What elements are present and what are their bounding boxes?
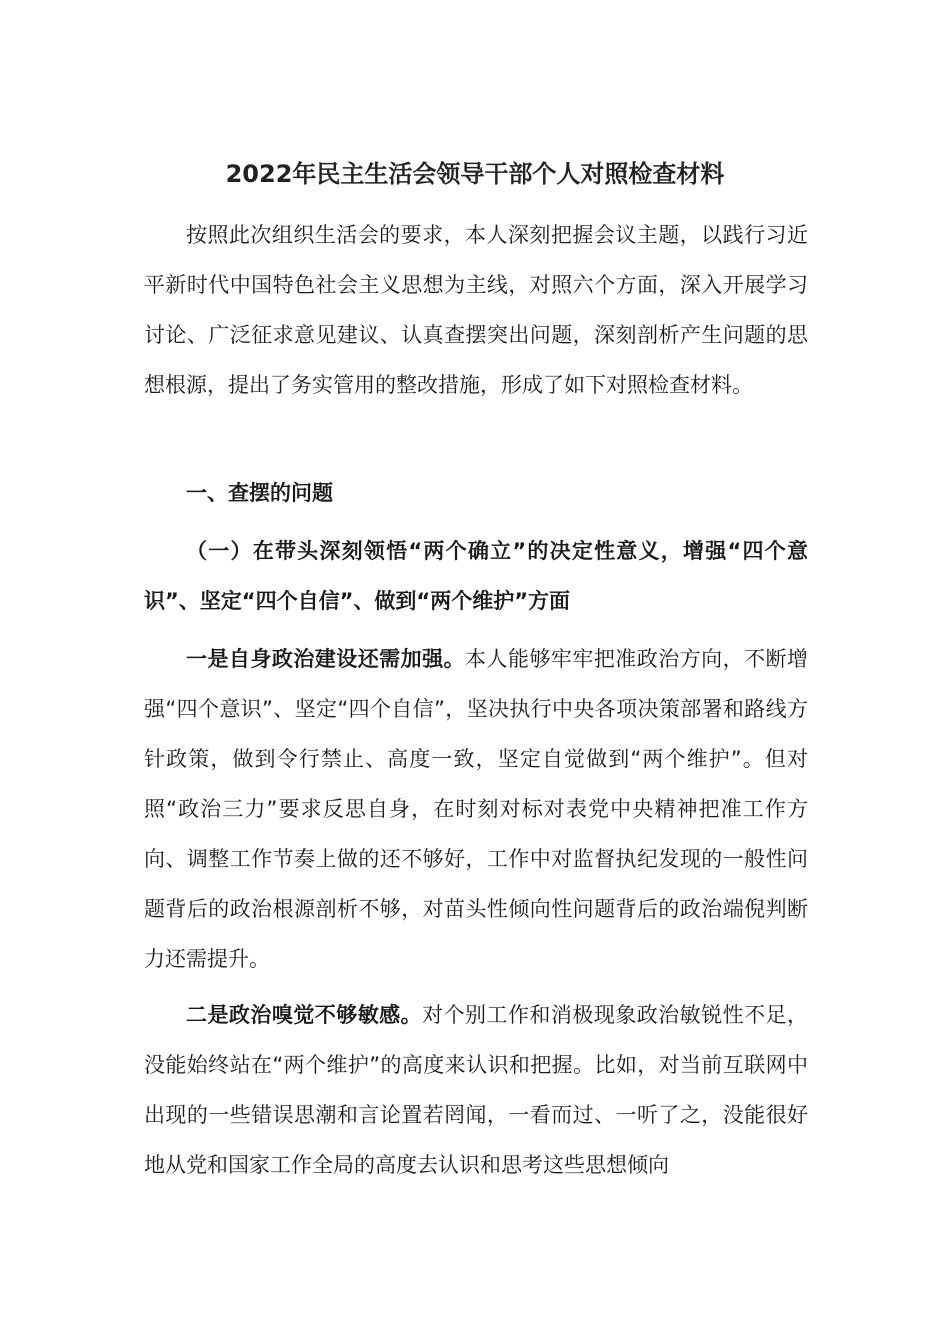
document-title: 2022年民主生活会领导干部个人对照检查材料 [225, 160, 725, 188]
paragraph-political-sensitivity [144, 990, 808, 1190]
intro-paragraph: 按照此次组织生活会的要求，本人深刻把握会议主题，以践行习近平新时代中国特色社会主义思想为主线，对照六个方面，深入开展学习讨论、广泛征求意见建议、认真查摆突出问题，深刻剖析产生问题的思想根源，提出了务实管用的整改措施，形成了如下对照检查材料。 [144, 223, 808, 397]
subsection-heading: （一）在带头深刻领悟“两个确立”的决定性意义，增强“四个意识”、坚定“四个自信”、做到“两个维护”方面 [144, 539, 808, 613]
paragraph-body: 本人能够牢牢把准政治方向，不断增强“四个意识”、坚定“四个自信”，坚决执行中央各项决策部署和路线方针政策，做到令行禁止、高度一致，坚定自觉做到“两个维护”。但对照“政治三力”要求反思自身，在时刻对标对表党中央精神把准工作方向、调整工作节奏上做的还不够好，工作中对监督执纪发现的一般性问题背后的政治根源剖析不够，对苗头性倾向性问题背后的政治端倪判断力还需提升。 [144, 647, 809, 971]
paragraph-political-construction [144, 634, 808, 984]
paragraph-lead: 一是自身政治建设还需加强。 [186, 647, 466, 671]
paragraph-body: 对个别工作和消极现象政治敏锐性不足，没能始终站在“两个维护”的高度来认识和把握。比如，对当前互联网中出现的一些错误思潮和言论置若罔闻，一看而过、一听了之，没能很好地从党和国家工作全局的高度去认识和思考这些思想倾向 [144, 1003, 809, 1177]
paragraph-lead: 二是政治嗅觉不够敏感。 [186, 1003, 423, 1027]
section-heading: 一、查摆的问题 [186, 481, 333, 505]
